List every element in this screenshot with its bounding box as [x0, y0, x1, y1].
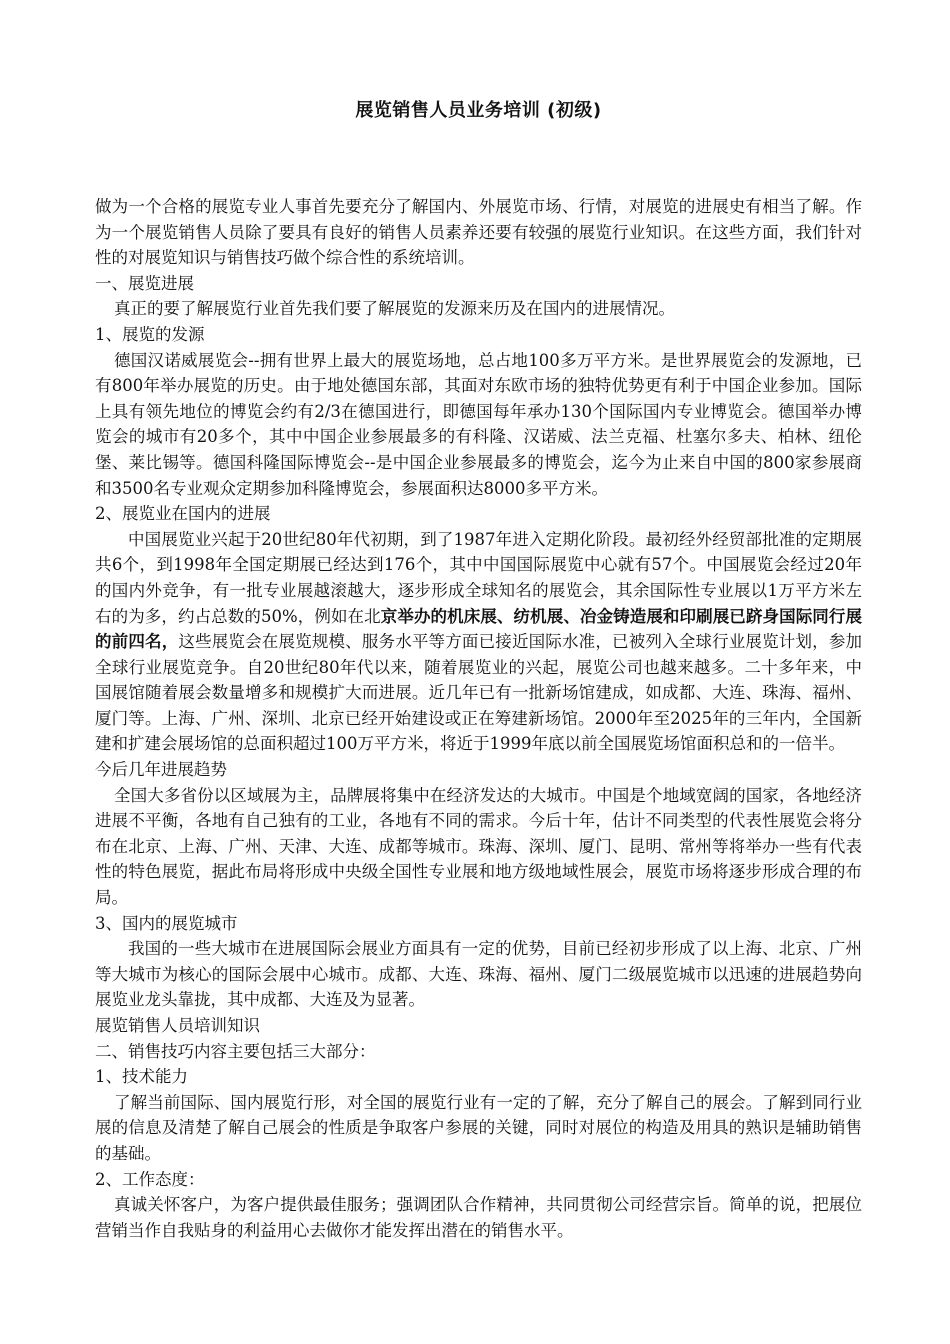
- section-1-2-paragraph: [95, 527, 862, 757]
- document-title: 展览销售人员业务培训 (初级): [355, 100, 602, 121]
- section-1-2-bold-text: 京举办的机床展、纺机展、冶金铸造展和印刷展已跻身国际同行展的前四名，: [95, 606, 862, 652]
- trend-paragraph: 全国大多省份以区域展为主，品牌展将集中在经济发达的大城市。中国是个地域宽阔的国家，各地经济进展不平衡，各地有自己独有的工业，各地有不同的需求。今后十年，估计不同类型的代表性展览会将分布在北京、上海、广州、天津、大连、成都等城市。珠海、深圳、厦门、昆明、常州等将举办一些有代表性的特色展览，据此布局将形成中央级全国性专业展和地方级地域性展会，展览市场将逐步形成合理的布局。: [95, 785, 862, 908]
- section-1-2-heading: 2、展览业在国内的进展: [95, 504, 271, 524]
- section-1-1-heading: 1、展览的发源: [95, 324, 205, 344]
- section-1-2-text-a: 中国展览业兴起于20世纪80年代初期，到了1987年进入定期化阶段。最初经外经贸部批准的定期展共6个，到1998年全国定期展已经达到176个，其中中国国际展览中心就有57个。中国展览会经过20年的国内外竞争，有一批专业展越滚越大，逐步形成全球知名的展览会，其余国际性专业展以1万平方米左右的为多，约占总数的50%，例如在北: [95, 529, 862, 626]
- section-1-3-paragraph: 我国的一些大城市在进展国际会展业方面具有一定的优势，目前已经初步形成了以上海、北京、广州等大城市为核心的国际会展中心城市。成都、大连、珠海、福州、厦门二级展览城市以迅速的进展趋势向展览业龙头靠拢，其中成都、大连及为显著。: [95, 939, 862, 1010]
- intro-paragraph: 做为一个合格的展览专业人事首先要充分了解国内、外展览市场、行情，对展览的进展史有相当了解。作为一个展览销售人员除了要具有良好的销售人员素养还要有较强的展览行业知识。在这些方面，我们针对性的对展览知识与销售技巧做个综合性的系统培训。: [95, 197, 862, 268]
- training-heading: 展览销售人员培训知识: [95, 1016, 260, 1035]
- section-1-paragraph: 真正的要了解展览行业首先我们要了解展览的发源来历及在国内的进展情况。: [113, 299, 675, 319]
- trend-heading: 今后几年进展趋势: [95, 760, 227, 780]
- section-1-1-paragraph: 德国汉诺威展览会--拥有世界上最大的展览场地，总占地100多万平方米。是世界展览会的发源地，已有800年举办展览的历史。由于地处德国东部，其面对东欧市场的独特优势更有利于中国企业参加。国际上具有领先地位的博览会约有2/3在德国进行，即德国每年承办130个国际国内专业博览会。德国举办博览会的城市有20多个，其中中国企业参展最多的有科隆、汉诺威、法兰克福、杜塞尔多夫、柏林、纽伦堡、莱比锡等。德国科隆国际博览会--是中国企业参展最多的博览会，迄今为止来自中国的800家参展商和3500名专业观众定期参加科隆博览会，参展面积达8000多平方米。: [95, 350, 862, 498]
- section-1-heading: 一、展览进展: [95, 273, 194, 293]
- section-1-2-text-b: 这些展览会在展览规模、服务水平等方面已接近国际水准，已被列入全球行业展览计划，参加全球行业展览竞争。自20世纪80年代以来，随着展览业的兴起，展览公司也越来越多。二十多年来，中国展馆随着展会数量增多和规模扩大而进展。近几年已有一批新场馆建成，如成都、大连、珠海、福州、厦门等。上海、广州、深圳、北京已经开始建设或正在筹建新场馆。2000年至2025年的三年内，全国新建和扩建会展场馆的总面积超过100万平方米，将近于1999年底以前全国展览场馆面积总和的一倍半。: [95, 632, 863, 754]
- document-body: [95, 194, 862, 1243]
- section-2-heading: 二、销售技巧内容主要包括三大部分：: [95, 1041, 376, 1061]
- section-1-3-heading: 3、国内的展览城市: [95, 913, 238, 933]
- section-2-2-paragraph: 真诚关怀客户，为客户提供最佳服务；强调团队合作精神，共同贯彻公司经营宗旨。简单的说，把展位营销当作自我贴身的利益用心去做你才能发挥出潜在的销售水平。: [95, 1195, 862, 1240]
- section-2-1-heading: 1、技术能力: [95, 1067, 188, 1087]
- section-2-2-heading: 2、工作态度：: [95, 1169, 205, 1189]
- section-2-1-paragraph: 了解当前国际、国内展览行形，对全国的展览行业有一定的了解，充分了解自己的展会。了解到同行业展的信息及清楚了解自己展会的性质是争取客户参展的关键，同时对展位的构造及用具的熟识是辅助销售的基础。: [95, 1092, 862, 1163]
